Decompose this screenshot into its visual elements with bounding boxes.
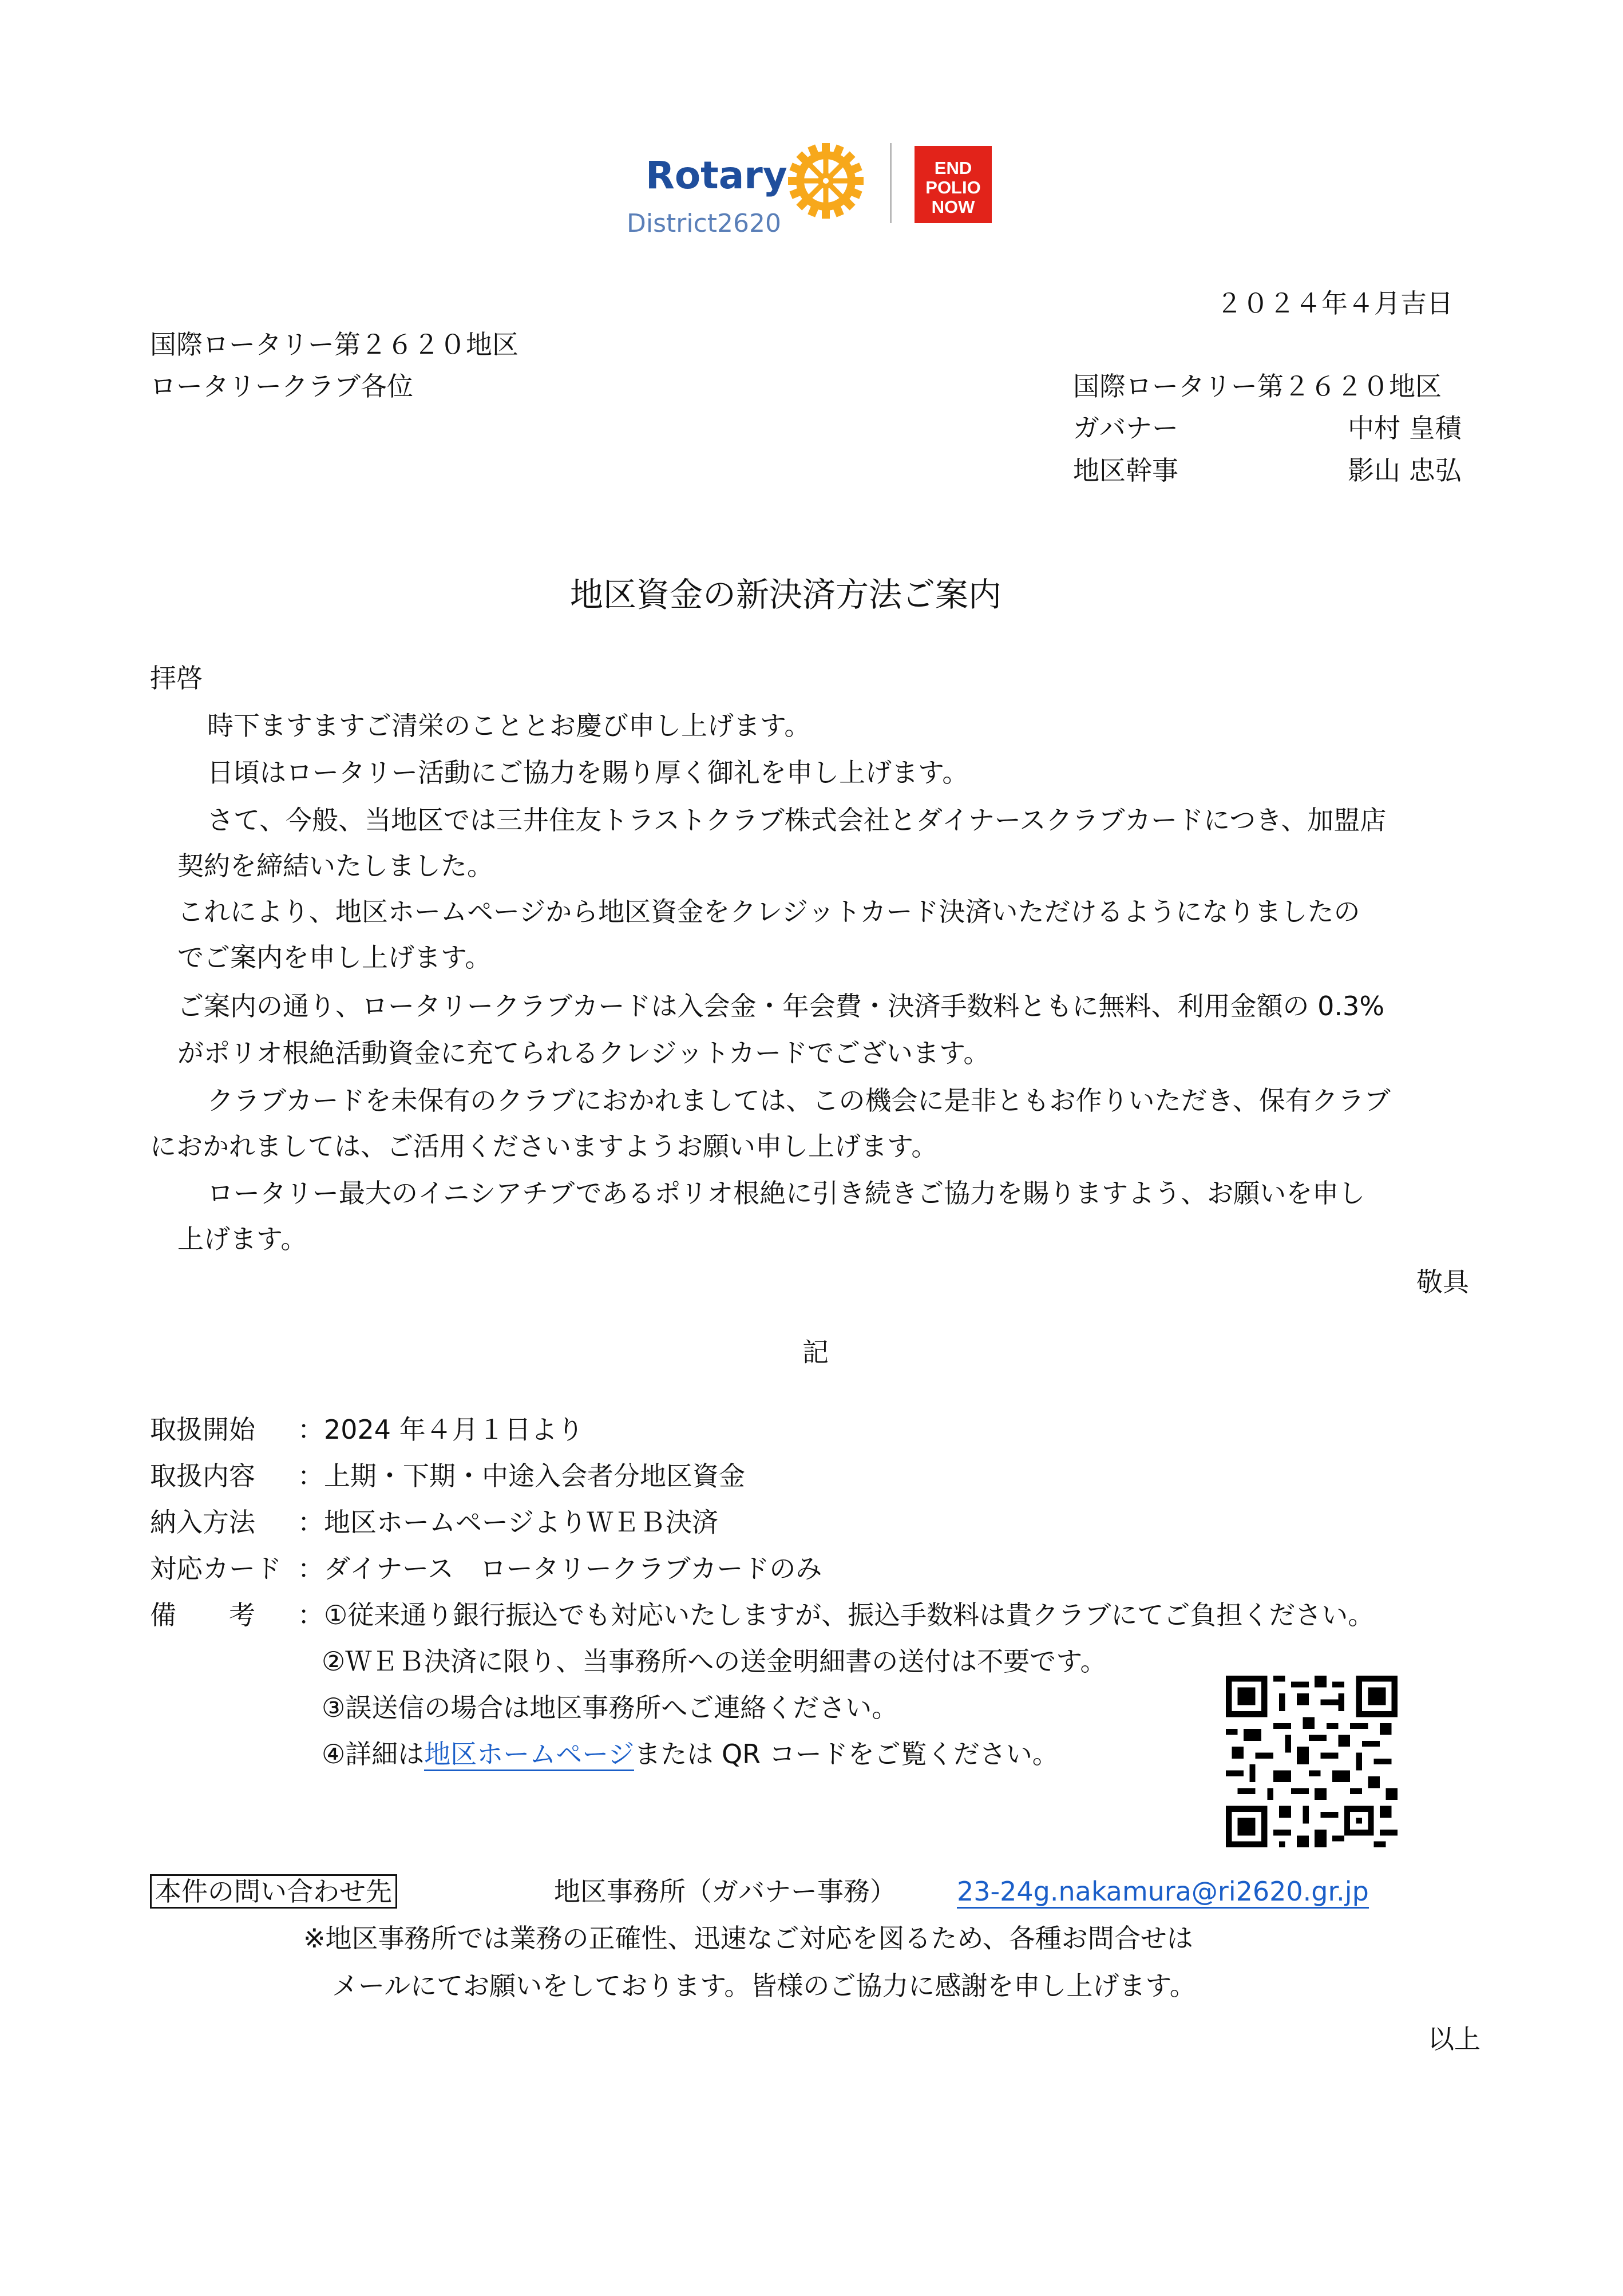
sender-role-secretary: 地区幹事: [1073, 455, 1178, 486]
salutation: 拝啓: [150, 663, 203, 694]
letter-date: ２０２４年４月吉日: [1216, 288, 1453, 319]
contact-email-link[interactable]: 23-24g.nakamura@ri2620.gr.jp: [957, 1876, 1369, 1909]
sender-role-governor: ガバナー: [1073, 413, 1178, 444]
detail-value-start: ：2024 年４月１日より: [298, 1414, 584, 1445]
detail-label-remarks: 備 考: [150, 1600, 255, 1630]
detail-value-card: ：ダイナース ロータリークラブカードのみ: [298, 1553, 822, 1584]
sender-name-secretary: 影山 忠弘: [1348, 455, 1462, 486]
detail-label-start: 取扱開始: [150, 1414, 255, 1445]
end-ijo: 以上: [1428, 2024, 1481, 2054]
detail-label-card: 対応カード: [150, 1553, 282, 1584]
remark-note-4-suffix: または QR コードをご覧ください。: [634, 1739, 1059, 1769]
body-line: 契約を締結いたしました。: [177, 850, 493, 881]
detail-label-content: 取扱内容: [150, 1460, 255, 1491]
recipient-line-2: ロータリークラブ各位: [150, 371, 413, 402]
remark-note-4: [322, 1737, 1059, 1771]
remark-note-4-prefix: ④詳細は: [322, 1739, 425, 1769]
sender-name-governor: 中村 皇積: [1348, 413, 1462, 444]
district-homepage-link[interactable]: 地区ホームページ: [424, 1739, 634, 1771]
remark-note-3: ③誤送信の場合は地区事務所へご連絡ください。: [322, 1692, 898, 1723]
rotary-wheel-icon: [787, 142, 865, 220]
polio-line-2: POLIO: [925, 177, 981, 197]
sender-org: 国際ロータリー第２６２０地区: [1073, 371, 1442, 402]
contact-label: [150, 1874, 397, 1909]
body-line: クラブカードを未保有のクラブにおかれましては、この機会に是非ともお作りいただき、保有クラブ: [207, 1085, 1391, 1116]
body-line: ご案内の通り、ロータリークラブカードは入会金・年会費・決済手数料ともに無料、利用金額の 0.3%: [177, 991, 1385, 1022]
recipient-line-1: 国際ロータリー第２６２０地区: [150, 329, 518, 360]
contact-note-2: メールにてお願いをしております。皆様のご協力に感謝を申し上げます。: [332, 1970, 1196, 2001]
closing-keigu: 敬具: [1416, 1266, 1469, 1297]
detail-value-remarks: ：①従来通り銀行振込でも対応いたしますが、振込手数料は貴クラブにてご負担ください。: [298, 1600, 1375, 1630]
body-line: 日頃はロータリー活動にご協力を賜り厚く御礼を申し上げます。: [207, 757, 969, 788]
body-line: でご案内を申し上げます。: [177, 942, 492, 973]
contact-office: 地区事務所（ガバナー事務）: [554, 1876, 896, 1907]
contact-email-row: [957, 1874, 1369, 1909]
district-label: District2620: [627, 209, 782, 238]
body-line: におかれましては、ご活用くださいますようお願い申し上げます。: [150, 1131, 938, 1162]
body-line: ロータリー最大のイニシアチブであるポリオ根絶に引き続きご協力を賜りますよう、お願いを申し: [207, 1178, 1365, 1209]
qr-code[interactable]: [1226, 1676, 1398, 1847]
remark-note-2: ②ＷＥＢ決済に限り、当事務所への送金明細書の送付は不要です。: [322, 1646, 1107, 1677]
contact-label-box: 本件の問い合わせ先: [150, 1874, 397, 1909]
body-line: 時下ますますご清栄のこととお慶び申し上げます。: [207, 710, 811, 741]
end-polio-now-logo: [915, 146, 992, 223]
detail-label-method: 納入方法: [150, 1507, 255, 1538]
body-line: がポリオ根絶活動資金に充てられるクレジットカードでございます。: [177, 1038, 990, 1068]
logo-divider: [890, 143, 892, 223]
rotary-wordmark: Rotary: [646, 153, 787, 197]
detail-value-content: ：上期・下期・中途入会者分地区資金: [298, 1460, 745, 1491]
body-line: 上げます。: [177, 1224, 307, 1254]
ki-heading: 記: [802, 1337, 829, 1368]
detail-value-method: ：地区ホームページよりＷＥＢ決済: [298, 1507, 719, 1538]
body-line: これにより、地区ホームページから地区資金をクレジットカード決済いただけるようになりましたの: [177, 896, 1360, 927]
polio-line-3: NOW: [931, 197, 975, 217]
polio-line-1: END: [934, 158, 972, 178]
body-line: さて、今般、当地区では三井住友トラストクラブ株式会社とダイナースクラブカードにつき、加盟店: [207, 805, 1387, 836]
contact-note-1: ※地区事務所では業務の正確性、迅速なご対応を図るため、各種お問合せは: [303, 1923, 1193, 1954]
page-title: 地区資金の新決済方法ご案内: [570, 575, 1002, 614]
